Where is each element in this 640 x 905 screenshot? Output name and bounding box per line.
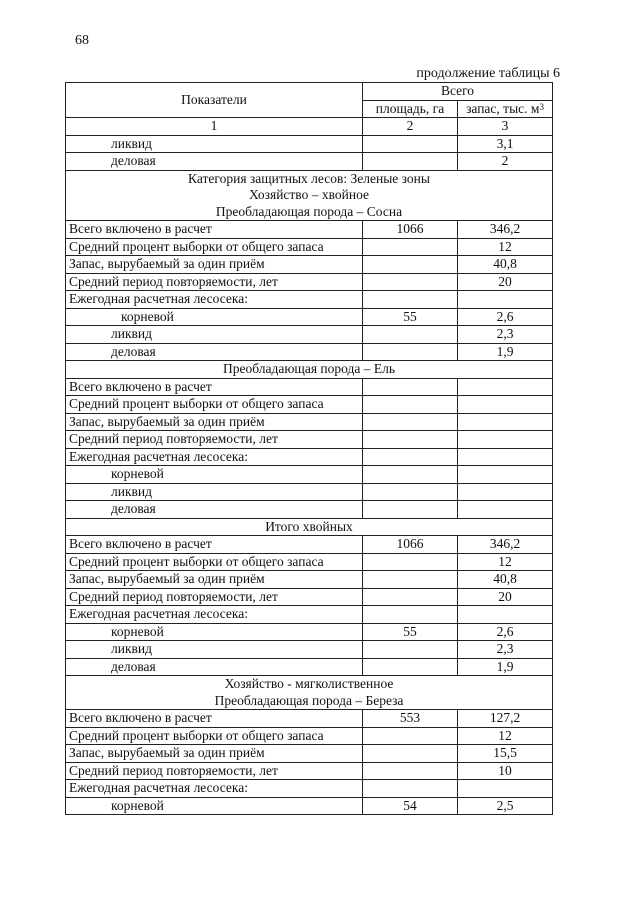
row-area-value [363, 588, 458, 606]
header-indicators: Показатели [66, 83, 363, 118]
row-label: деловая [66, 343, 363, 361]
section-title-line: Хозяйство - мягколиственное [224, 676, 394, 691]
section-title [66, 361, 553, 379]
row-area-value [363, 378, 458, 396]
header-stock [458, 100, 553, 118]
table-row [66, 536, 553, 554]
row-area-value [363, 606, 458, 624]
row-area-value: 54 [363, 797, 458, 815]
row-stock-value [458, 606, 553, 624]
row-label: Средний период повторяемости, лет [66, 273, 363, 291]
section-title-line: Хозяйство – хвойное [249, 187, 369, 202]
row-area-value: 1066 [363, 221, 458, 239]
row-label: корневой [66, 623, 363, 641]
section-title [66, 518, 553, 536]
table-row [66, 448, 553, 466]
table-header-row [66, 83, 553, 101]
row-stock-value [458, 396, 553, 414]
header-stock-text: запас, тыс. м [466, 100, 540, 116]
row-area-value [363, 762, 458, 780]
row-area-value [363, 483, 458, 501]
table-row [66, 641, 553, 659]
row-label: деловая [66, 153, 363, 171]
row-area-value [363, 291, 458, 309]
row-stock-value: 3,1 [458, 135, 553, 153]
section-header-row [66, 361, 553, 379]
row-stock-value [458, 483, 553, 501]
section-title-line: Категория защитных лесов: Зеленые зоны [188, 170, 430, 186]
table-row [66, 501, 553, 519]
row-stock-value: 2,6 [458, 623, 553, 641]
row-area-value [363, 658, 458, 676]
row-label: Запас, вырубаемый за один приём [66, 256, 363, 274]
table-row [66, 431, 553, 449]
row-area-value [363, 641, 458, 659]
row-area-value [363, 273, 458, 291]
table-row [66, 221, 553, 239]
row-area-value [363, 780, 458, 798]
table-row [66, 483, 553, 501]
header-total: Всего [363, 83, 553, 101]
table-row [66, 308, 553, 326]
row-label: Средний процент выборки от общего запаса [66, 727, 363, 745]
row-area-value [363, 413, 458, 431]
row-stock-value [458, 466, 553, 484]
row-label: Запас, вырубаемый за один приём [66, 745, 363, 763]
section-title [66, 170, 553, 221]
row-area-value [363, 238, 458, 256]
table-row [66, 466, 553, 484]
row-area-value [363, 745, 458, 763]
row-label: Ежегодная расчетная лесосека: [66, 291, 363, 309]
row-label: Всего включено в расчет [66, 536, 363, 554]
row-label: Средний процент выборки от общего запаса [66, 238, 363, 256]
row-area-value [363, 256, 458, 274]
section-header-row [66, 518, 553, 536]
row-label: Средний период повторяемости, лет [66, 762, 363, 780]
table-row [66, 780, 553, 798]
row-label: ликвид [66, 483, 363, 501]
row-label: Запас, вырубаемый за один приём [66, 571, 363, 589]
table-row [66, 623, 553, 641]
row-stock-value: 127,2 [458, 710, 553, 728]
page-number: 68 [75, 33, 89, 48]
row-stock-value: 2 [458, 153, 553, 171]
row-stock-value: 2,5 [458, 797, 553, 815]
row-stock-value [458, 291, 553, 309]
table-row [66, 238, 553, 256]
table-row [66, 153, 553, 171]
row-label: деловая [66, 501, 363, 519]
row-label: Всего включено в расчет [66, 710, 363, 728]
row-label: корневой [66, 466, 363, 484]
row-area-value [363, 153, 458, 171]
row-area-value: 55 [363, 308, 458, 326]
row-stock-value: 40,8 [458, 256, 553, 274]
column-number-row [66, 118, 553, 136]
row-area-value [363, 448, 458, 466]
row-label: Ежегодная расчетная лесосека: [66, 448, 363, 466]
row-label: корневой [66, 797, 363, 815]
row-stock-value: 12 [458, 238, 553, 256]
row-label: Средний процент выборки от общего запаса [66, 396, 363, 414]
header-area: площадь, га [363, 100, 458, 118]
table-row [66, 553, 553, 571]
row-label: Средний период повторяемости, лет [66, 588, 363, 606]
row-stock-value: 20 [458, 273, 553, 291]
row-stock-value: 10 [458, 762, 553, 780]
row-label: деловая [66, 658, 363, 676]
row-label: ликвид [66, 641, 363, 659]
row-stock-value: 346,2 [458, 221, 553, 239]
row-area-value [363, 501, 458, 519]
row-area-value [363, 431, 458, 449]
row-label: Средний период повторяемости, лет [66, 431, 363, 449]
row-area-value [363, 396, 458, 414]
row-label: Ежегодная расчетная лесосека: [66, 780, 363, 798]
row-stock-value [458, 501, 553, 519]
row-area-value [363, 553, 458, 571]
row-stock-value: 2,6 [458, 308, 553, 326]
row-label: Средний процент выборки от общего запаса [66, 553, 363, 571]
row-stock-value [458, 378, 553, 396]
table-row [66, 762, 553, 780]
row-stock-value: 2,3 [458, 326, 553, 344]
row-area-value [363, 727, 458, 745]
row-stock-value: 12 [458, 553, 553, 571]
table-row [66, 413, 553, 431]
row-area-value [363, 466, 458, 484]
section-title-line: Преобладающая порода – Береза [214, 692, 404, 708]
row-label: Всего включено в расчет [66, 221, 363, 239]
col-number-2: 2 [363, 118, 458, 136]
row-stock-value: 1,9 [458, 658, 553, 676]
forest-table [65, 82, 553, 815]
table-row [66, 256, 553, 274]
table-row [66, 658, 553, 676]
table-row [66, 606, 553, 624]
section-title-line: Преобладающая порода – Ель [222, 361, 395, 376]
row-stock-value: 12 [458, 727, 553, 745]
row-area-value [363, 326, 458, 344]
row-stock-value [458, 780, 553, 798]
table-row [66, 571, 553, 589]
row-label: Ежегодная расчетная лесосека: [66, 606, 363, 624]
row-label: Запас, вырубаемый за один приём [66, 413, 363, 431]
row-stock-value [458, 448, 553, 466]
row-stock-value: 20 [458, 588, 553, 606]
row-stock-value [458, 413, 553, 431]
row-area-value: 553 [363, 710, 458, 728]
section-title-line: Итого хвойных [265, 518, 353, 534]
table-row [66, 273, 553, 291]
row-area-value [363, 571, 458, 589]
table-row [66, 135, 553, 153]
row-area-value [363, 343, 458, 361]
table-row [66, 710, 553, 728]
table-row [66, 745, 553, 763]
table-row [66, 343, 553, 361]
table-continuation-label: продолжение таблицы 6 [416, 66, 560, 81]
table-row [66, 396, 553, 414]
row-stock-value: 2,3 [458, 641, 553, 659]
row-stock-value [458, 431, 553, 449]
col-number-1: 1 [66, 118, 363, 136]
col-number-3: 3 [458, 118, 553, 136]
row-area-value: 55 [363, 623, 458, 641]
row-label: ликвид [66, 326, 363, 344]
row-label: корневой [66, 308, 363, 326]
table-row [66, 588, 553, 606]
table-row [66, 727, 553, 745]
row-label: ликвид [66, 135, 363, 153]
row-area-value [363, 135, 458, 153]
table-row [66, 378, 553, 396]
table-row [66, 326, 553, 344]
table-row [66, 291, 553, 309]
row-stock-value: 1,9 [458, 343, 553, 361]
section-header-row [66, 676, 553, 710]
section-header-row [66, 170, 553, 221]
row-label: Всего включено в расчет [66, 378, 363, 396]
header-stock-superscript: 3 [539, 101, 544, 112]
row-area-value: 1066 [363, 536, 458, 554]
section-title-line: Преобладающая порода – Сосна [215, 203, 403, 219]
table-row [66, 797, 553, 815]
row-stock-value: 346,2 [458, 536, 553, 554]
row-stock-value: 40,8 [458, 571, 553, 589]
section-title [66, 676, 553, 710]
row-stock-value: 15,5 [458, 745, 553, 763]
